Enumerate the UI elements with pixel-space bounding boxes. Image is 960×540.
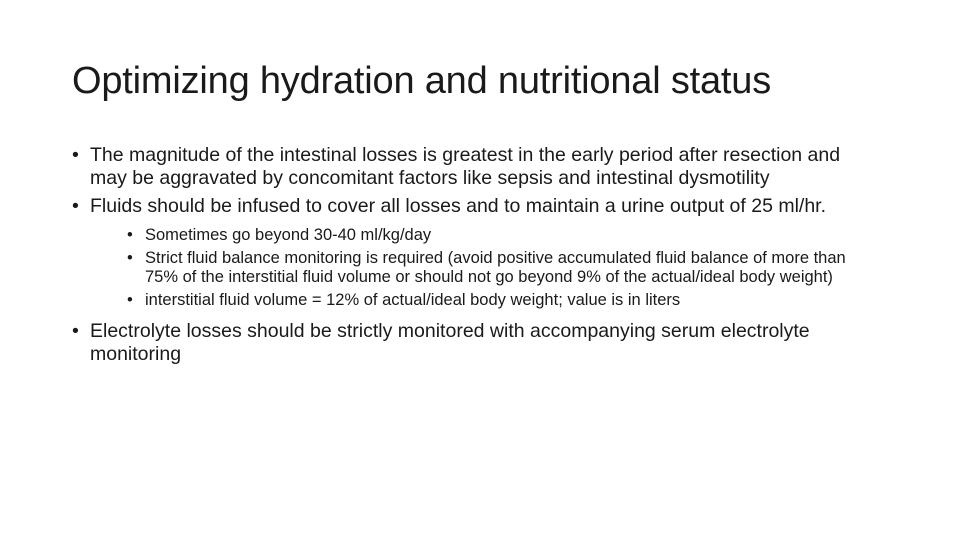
sub-bullet-text: Sometimes go beyond 30-40 ml/kg/day	[145, 226, 432, 244]
sub-bullet-list	[127, 226, 872, 310]
bullet-dot-icon: •	[127, 226, 133, 244]
bullet-dot-icon: •	[72, 195, 79, 217]
sub-bullet-item	[127, 226, 872, 245]
bullet-dot-icon: •	[127, 249, 133, 267]
sub-bullet-item	[127, 249, 872, 287]
bullet-dot-icon: •	[72, 144, 79, 166]
bullet-item	[72, 320, 872, 366]
sub-bullet-text: Strict fluid balance monitoring is required (avoid positive accumulated fluid balance of more than 75% of the interstitial fluid volume or should not go beyond 9% of the actual/ideal body weight)	[145, 249, 846, 286]
bullet-text: Fluids should be infused to cover all losses and to maintain a urine output of 25 ml/hr.	[90, 195, 827, 217]
sub-bullet-text: interstitial fluid volume = 12% of actual/ideal body weight; value is in liters	[145, 291, 681, 309]
bullet-dot-icon: •	[72, 320, 79, 342]
bullet-item	[72, 195, 872, 310]
bullet-text: Electrolyte losses should be strictly monitored with accompanying serum electrolyte monitoring	[90, 320, 810, 365]
bullet-dot-icon: •	[127, 291, 133, 309]
sub-bullet-item	[127, 291, 872, 310]
bullet-text: The magnitude of the intestinal losses is greatest in the early period after resection and may be aggravated by concomitant factors like sepsis and intestinal dysmotility	[90, 144, 841, 189]
slide-title: Optimizing hydration and nutritional status	[72, 60, 772, 102]
bullet-list	[72, 144, 872, 366]
bullet-item	[72, 144, 872, 190]
slide-body	[72, 144, 872, 371]
